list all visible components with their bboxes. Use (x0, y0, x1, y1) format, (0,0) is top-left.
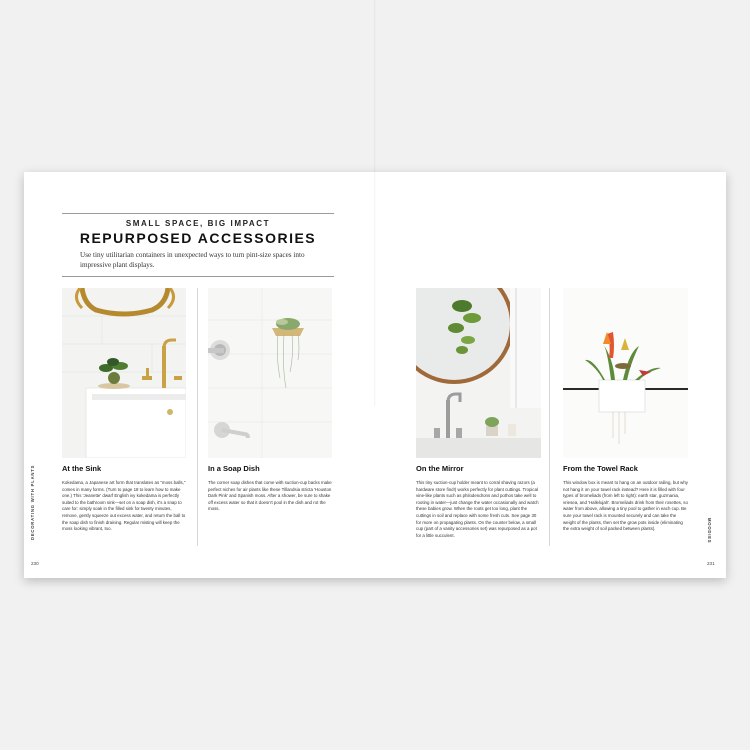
caption-body-sink: Kokedama, a Japanese art form that translates as "moss balls," comes in many forms. (Turn to page 18 to learn how to make one.) This 'Jeanette' dwarf English ivy kokedama is perfectly suited to the bathroom sink—set on a soap dish, it's a snap to care for: simply soak in the filled sink for twenty minutes, remove, gently squeeze out excess water, and return the ball to the soap dish to finish draining. Regular misting will keep the moss looking vibrant, too. (62, 480, 186, 532)
caption-body-soap-dish: The corner soap dishes that come with suction-cup backs make perfect niches for air plants like these Tillandsia stricta 'Houston Dark Pink' and Spanish moss. After a shower, be sure to shake off excess water so that it doesn't pool in the dish and rot the moss. (208, 480, 332, 512)
section-kicker: SMALL SPACE, BIG IMPACT (125, 219, 271, 228)
caption-body-towel-rack: This window box is meant to hang on an outdoor railing, but why not hang it on your towel rack instead? Here it is filled with four types of bromeliads (from left to right): earth star, guzmania, vriesea, and 'Hallelujah'. Bromeliads drink from their rosettes, so water from above, allowing a tiny pool to gather in each cup. Be sure your towel rack is mounted securely and can take the weight of the plants, then set the grow pots inside (eliminating the extra weight of soil packed between plants). (563, 480, 688, 532)
caption-title-mirror: On the Mirror (416, 464, 464, 473)
caption-title-soap-dish: In a Soap Dish (208, 464, 260, 473)
photo-sink-kokedama (62, 288, 186, 458)
header-bottom-rule (62, 276, 334, 277)
intro-text: Use tiny utilitarian containers in unexpected ways to turn pint-size spaces into impressive plant displays. (80, 251, 305, 269)
photo-soap-dish-air-plants (208, 288, 332, 458)
page-number-right: 231 (707, 561, 715, 566)
caption-body-mirror: This tiny suction-cup holder meant to corral shaving razors (a hardware store find!) works perfectly for plant cuttings. Tropical vine-like plants such as philodendrons and pothos take well to rooting in water—just change the water occasionally and watch these babies grow. When the roots get too long, plant the cuttings in soil and replace with some fresh cuts. See page 30 for more on propagating plants. On the counter below, a small cup (part of a vanity accessories set) was repurposed as a pot for a little succulent. (416, 480, 539, 538)
page-number-left: 230 (31, 561, 39, 566)
book-gutter (374, 0, 376, 406)
caption-title-sink: At the Sink (62, 464, 102, 473)
running-head-right: MOODIES (707, 518, 712, 544)
column-divider (197, 288, 198, 546)
photo-towel-rack-bromeliads (563, 288, 688, 458)
caption-title-towel-rack: From the Towel Rack (563, 464, 638, 473)
column-divider (549, 288, 550, 546)
page-title: REPURPOSED ACCESSORIES (79, 230, 317, 246)
header-top-rule (62, 213, 334, 214)
photo-mirror-cuttings (416, 288, 541, 458)
running-head-left: DECORATING WITH PLANTS (30, 464, 35, 540)
